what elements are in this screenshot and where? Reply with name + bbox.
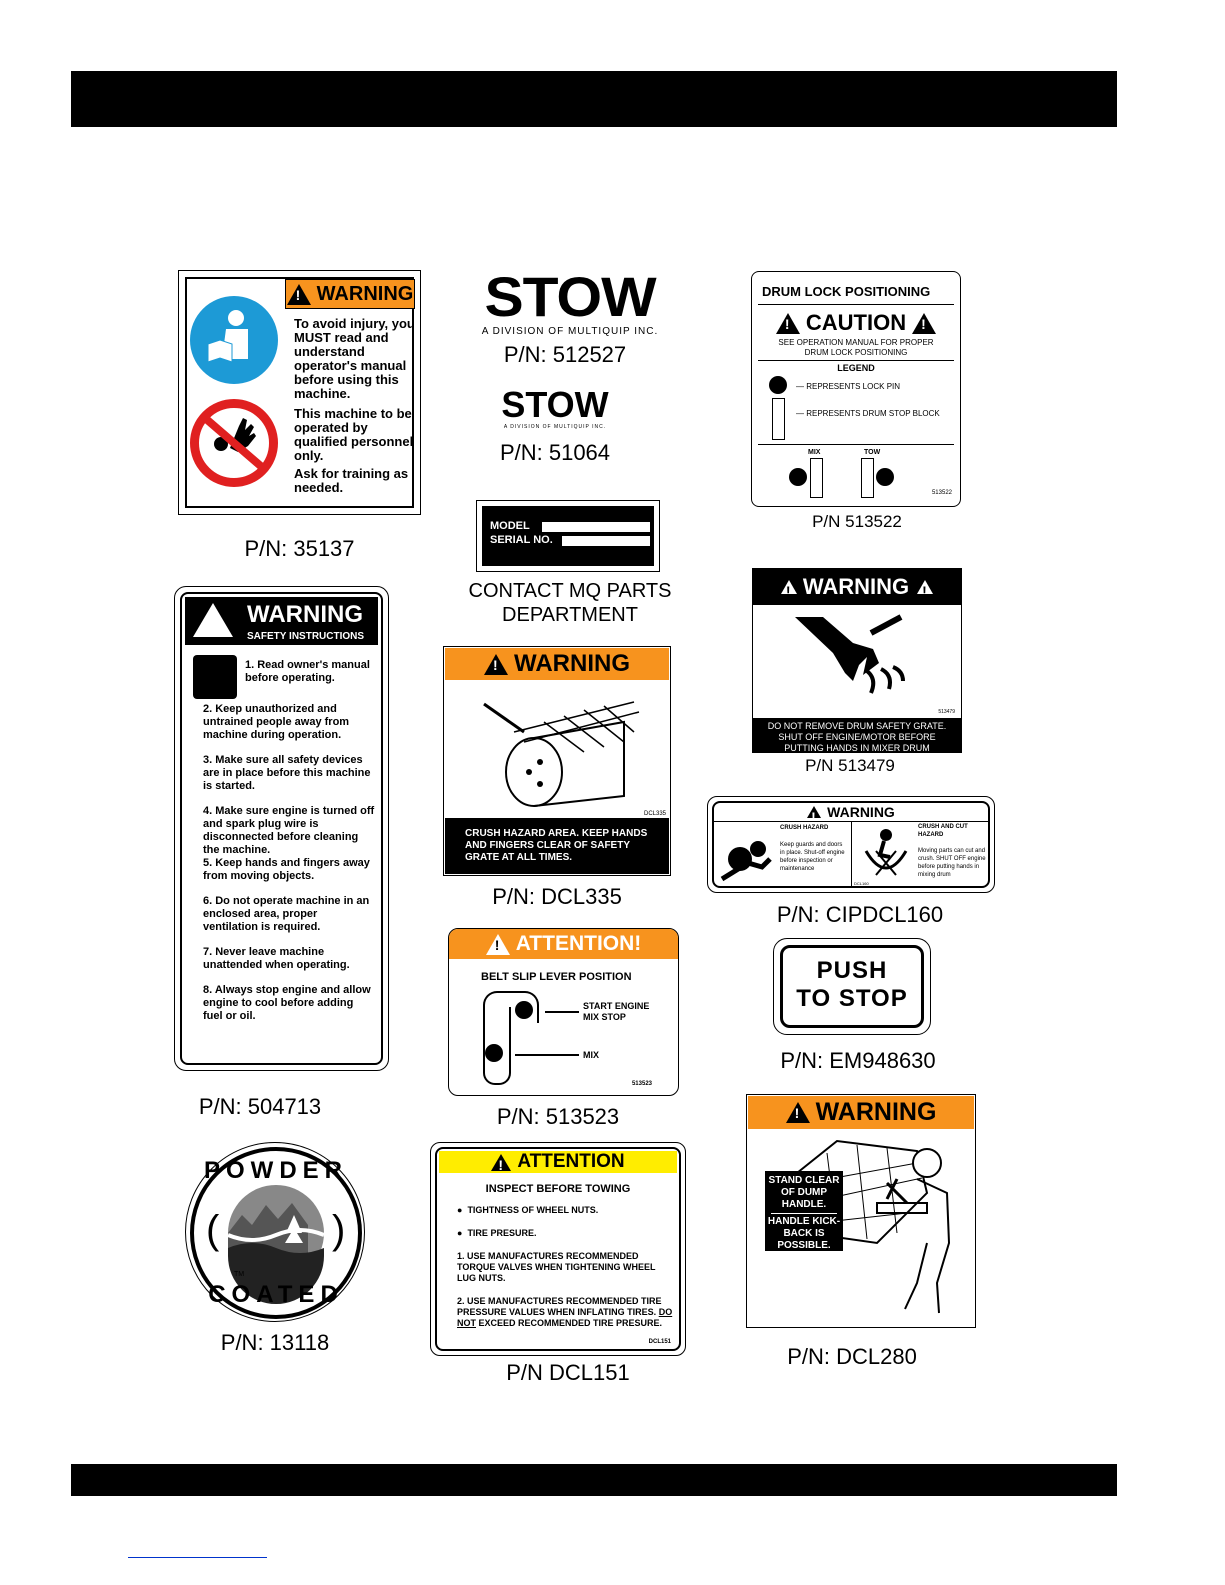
warning-triangle-icon bbox=[781, 580, 797, 594]
stop-block-symbol bbox=[861, 458, 874, 498]
stow-logo-small: STOW A DIVISION OF MULTIQUIP INC. bbox=[501, 384, 609, 430]
decal-title: BELT SLIP LEVER POSITION bbox=[481, 971, 632, 983]
warning-header: WARNING bbox=[247, 601, 363, 628]
decal-code: DCL151 bbox=[648, 1339, 671, 1345]
caption: CONTACT MQ PARTS bbox=[468, 580, 672, 602]
decal-code: DCL335 bbox=[643, 811, 666, 817]
legend-title: LEGEND bbox=[837, 363, 875, 373]
lever-position-dot bbox=[515, 1001, 533, 1019]
caution-note: SEE OPERATION MANUAL FOR PROPER DRUM LOCK POSITIONING bbox=[778, 338, 934, 357]
attention-header: ! ATTENTION! bbox=[449, 929, 678, 959]
push-label: PUSH bbox=[816, 957, 888, 984]
lock-pin-symbol bbox=[769, 376, 787, 394]
push-label: TO STOP bbox=[796, 985, 908, 1012]
instruction-item: 8. Always stop engine and allow engine to cool before adding fuel or oil. bbox=[203, 984, 371, 1022]
hazard-text: Keep guards and doors in place. Shut-off engine before inspection or maintenance bbox=[780, 842, 845, 872]
part-number: P/N: 35137 bbox=[244, 536, 355, 561]
svg-text:(: ( bbox=[206, 1208, 220, 1252]
part-number: P/N DCL151 bbox=[506, 1360, 630, 1385]
decal-title: INSPECT BEFORE TOWING bbox=[485, 1183, 631, 1195]
warning-text: STAND CLEAR OF DUMP HANDLE. bbox=[768, 1175, 840, 1210]
decal-513523 bbox=[448, 928, 679, 1096]
numbered-item: 1. USE MANUFACTURES RECOMMENDED TORQUE VALVES WHEN TIGHTENING WHEEL LUG NUTS. bbox=[457, 1251, 656, 1283]
legend-entry: — REPRESENTS DRUM STOP BLOCK bbox=[796, 409, 940, 418]
decal-code: DCL160 bbox=[854, 881, 869, 886]
warning-triangle-icon bbox=[912, 313, 936, 334]
serial-field bbox=[562, 536, 650, 546]
instruction-item: 6. Do not operate machine in an enclosed area, proper ventilation is required. bbox=[203, 895, 370, 933]
decal-model-serial bbox=[476, 500, 660, 572]
read-manual-icon bbox=[190, 296, 278, 384]
decal-513522 bbox=[751, 271, 961, 507]
position-label: START ENGINE MIX STOP bbox=[583, 1001, 650, 1022]
svg-text:): ) bbox=[332, 1208, 346, 1252]
warning-triangle-icon bbox=[193, 603, 233, 637]
warning-triangle-icon bbox=[484, 654, 508, 675]
caution-header: ! CAUTION ! bbox=[752, 310, 960, 336]
hand-crush-icon bbox=[793, 613, 923, 703]
gear-hand-icon bbox=[718, 829, 778, 883]
part-number: P/N: 504713 bbox=[198, 1094, 322, 1119]
warning-text: DO NOT REMOVE DRUM SAFETY GRATE. SHUT OFF ENGINE/MOTOR BEFORE PUTTING HANDS IN MIXER DRUM bbox=[753, 718, 961, 752]
part-number: P/N: 513523 bbox=[496, 1104, 620, 1129]
warning-text: HANDLE KICK-BACK IS POSSIBLE. bbox=[767, 1216, 841, 1251]
model-label: MODEL bbox=[490, 520, 530, 532]
decal-code: 513523 bbox=[631, 1081, 652, 1087]
header-bar bbox=[71, 71, 1117, 127]
warning-triangle-icon bbox=[491, 1154, 511, 1171]
hazard-title: CRUSH HAZARD bbox=[780, 825, 829, 831]
stop-block-symbol bbox=[772, 398, 785, 440]
decal-dcl151 bbox=[430, 1142, 686, 1356]
seal-text-top: POWDER bbox=[204, 1157, 348, 1184]
warning-header: ! WARNING bbox=[445, 648, 669, 680]
part-number: P/N: 512527 bbox=[503, 342, 627, 367]
warning-text: To avoid injury, you MUST read and understand operator's manual before using this machine. bbox=[294, 316, 415, 401]
part-number: P/N: CIPDCL160 bbox=[776, 902, 944, 927]
model-field bbox=[542, 522, 650, 532]
instruction-item: 1. Read owner's manual before operating. bbox=[245, 659, 370, 684]
decal-35137 bbox=[178, 270, 421, 515]
instruction-item: 7. Never leave machine unattended when operating. bbox=[203, 946, 350, 971]
part-number: P/N: 13118 bbox=[220, 1330, 330, 1355]
attention-header: ! ATTENTION bbox=[439, 1151, 677, 1173]
stow-logo-large: STOW A DIVISION OF MULTIQUIP INC. bbox=[481, 265, 659, 337]
warning-header: ! WARNING bbox=[708, 803, 994, 821]
tow-label: TOW bbox=[864, 449, 881, 456]
mixer-drum-illustration bbox=[474, 692, 644, 812]
legend-entry: — REPRESENTS LOCK PIN bbox=[796, 382, 901, 391]
decal-513479 bbox=[752, 568, 962, 753]
arrow-icon bbox=[515, 1054, 579, 1056]
decal-504713 bbox=[174, 586, 389, 1071]
warning-text: CRUSH HAZARD AREA. KEEP HANDS AND FINGERS CLEAR OF SAFETY GRATE AT ALL TIMES. bbox=[445, 818, 669, 874]
bullet-item: ● TIGHTNESS OF WHEEL NUTS. bbox=[457, 1205, 599, 1215]
warning-triangle-icon bbox=[287, 284, 311, 305]
instruction-item: 5. Keep hands and fingers away from moving objects. bbox=[203, 857, 370, 882]
warning-triangle-icon bbox=[917, 580, 933, 594]
decal-code: 513522 bbox=[931, 490, 952, 496]
footer-bar bbox=[71, 1464, 1117, 1496]
warning-triangle-icon bbox=[776, 313, 800, 334]
warning-triangle-icon bbox=[486, 934, 510, 955]
seal-text-bottom: COATED bbox=[208, 1281, 344, 1308]
part-number: P/N 513479 bbox=[805, 756, 895, 775]
drum-hand-icon bbox=[856, 827, 912, 883]
warning-triangle-icon bbox=[786, 1102, 810, 1123]
warning-text: Ask for training as needed. bbox=[294, 466, 409, 495]
bullet-item: ● TIRE PRESURE. bbox=[457, 1228, 537, 1238]
part-number: P/N: DCL335 bbox=[492, 884, 622, 909]
stop-block-symbol bbox=[810, 458, 823, 498]
warning-text: This machine to be operated by qualified personnel only. bbox=[294, 406, 414, 463]
part-number: P/N: 51064 bbox=[499, 440, 611, 465]
position-label: MIX bbox=[583, 1050, 600, 1060]
instruction-item: 4. Make sure engine is turned off and spark plug wire is disconnected before cleaning the machine. bbox=[203, 805, 375, 856]
lock-pin-symbol bbox=[789, 468, 807, 486]
arrow-icon bbox=[545, 1011, 579, 1013]
instruction-item: 3. Make sure all safety devices are in place before this machine is started. bbox=[203, 754, 371, 792]
instruction-item: 2. Keep unauthorized and untrained people away from machine during operation. bbox=[203, 703, 350, 741]
decal-dcl280 bbox=[746, 1094, 976, 1328]
lock-pin-symbol bbox=[876, 468, 894, 486]
warning-header: ! WARNING ! bbox=[753, 569, 961, 605]
page-link-underline bbox=[128, 1557, 267, 1558]
decal-title: DRUM LOCK POSITIONING bbox=[762, 284, 931, 299]
caption: DEPARTMENT bbox=[502, 604, 638, 626]
decal-push-to-stop bbox=[773, 938, 931, 1035]
hazard-title: CRUSH AND CUT HAZARD bbox=[918, 824, 968, 838]
part-number: P/N: DCL280 bbox=[787, 1344, 917, 1369]
decal-dcl335 bbox=[443, 646, 671, 876]
warning-header: ! WARNING bbox=[748, 1096, 974, 1129]
decal-cipdcl160 bbox=[707, 796, 995, 893]
decal-code: 513479 bbox=[938, 709, 955, 715]
no-access-icon bbox=[190, 399, 278, 487]
mix-label: MIX bbox=[808, 449, 821, 456]
warning-triangle-icon bbox=[807, 806, 821, 818]
hazard-text: Moving parts can cut and crush. SHUT OFF engine before putting hands in mixing drum bbox=[918, 848, 986, 878]
numbered-item: 2. USE MANUFACTURES RECOMMENDED TIRE PRESSURE VALUES WHEN INFLATING TIRES. DO NOT EXCEED RECOMMENDED TIRE PRESURE. bbox=[457, 1296, 673, 1328]
lever-position-dot bbox=[485, 1044, 503, 1062]
decal-powder-coated bbox=[185, 1142, 365, 1322]
warning-header: ! WARNING bbox=[285, 279, 415, 309]
part-number: P/N 513522 bbox=[812, 512, 902, 531]
part-number: P/N: EM948630 bbox=[780, 1048, 936, 1073]
serial-label: SERIAL NO. bbox=[490, 534, 553, 546]
trademark: TM bbox=[234, 1271, 245, 1278]
warning-subheader: SAFETY INSTRUCTIONS bbox=[247, 631, 365, 642]
